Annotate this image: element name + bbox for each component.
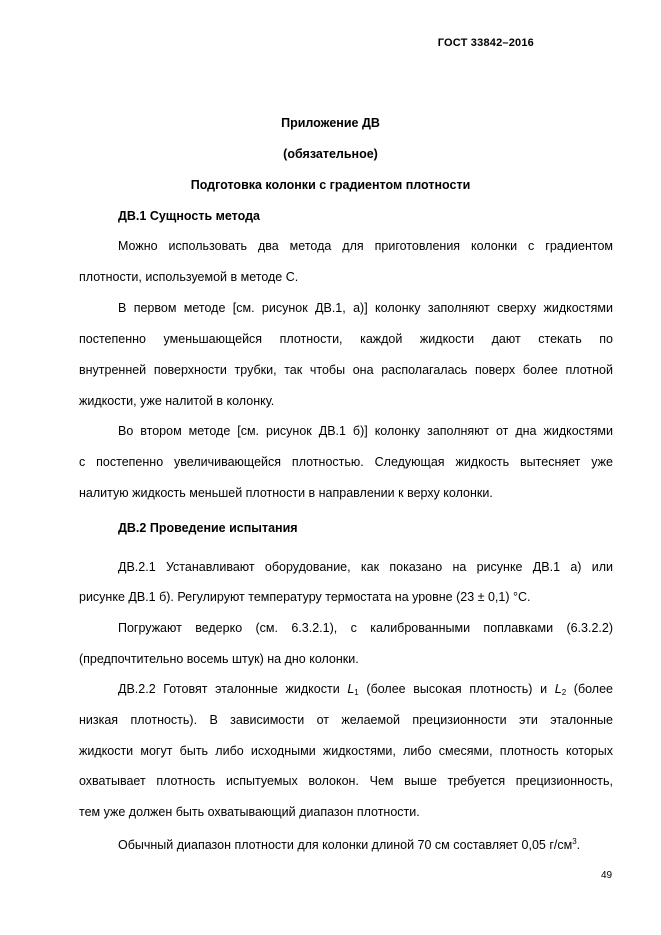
text-fragment: Обычный диапазон плотности для колонки длиной 70 см составляет 0,05 г/см	[118, 838, 573, 852]
text-line: ДВ.2.1 Устанавливают оборудование, как показано на рисунке ДВ.1 а) или	[118, 560, 613, 574]
text-line: охватывает плотность испытуемых волокон. Чем выше требуется прецизионность,	[79, 774, 613, 788]
text-fragment: (более	[566, 682, 613, 696]
subscript: 1	[354, 688, 359, 697]
annex-subject: Подготовка колонки с градиентом плотности	[190, 178, 471, 192]
section-heading-dv2: ДВ.2 Проведение испытания	[118, 521, 298, 535]
subscript: 2	[561, 688, 567, 697]
variable-l2: L	[554, 682, 562, 696]
text-fragment: (более высокая плотность) и	[358, 682, 555, 696]
text-line: (предпочтительно восемь штук) на дно колонки.	[79, 652, 359, 666]
text-line: жидкости, уже налитой в колонку.	[79, 394, 275, 408]
superscript: 3	[572, 837, 577, 846]
text-line: внутренней поверхности трубки, так чтобы она располагалась поверх более плотной	[79, 363, 613, 377]
variable-l1: L	[347, 682, 355, 696]
text-line: Погружают ведерко (см. 6.3.2.1), с калиброванными поплавками (6.3.2.2)	[118, 621, 613, 635]
text-line: тем уже должен быть охватывающий диапазон плотности.	[79, 805, 420, 819]
text-line: Можно использовать два метода для приготовления колонки с градиентом	[118, 239, 613, 253]
text-line: постепенно уменьшающейся плотности, каждой жидкости дают стекать по	[79, 332, 613, 346]
document-code: ГОСТ 33842–2016	[437, 37, 534, 49]
text-line-with-variables	[118, 681, 613, 701]
text-line: низкая плотность). В зависимости от желаемой прецизионности эти эталонные	[79, 713, 613, 727]
text-line: с постепенно увеличивающейся плотностью. Следующая жидкость вытесняет уже	[79, 455, 613, 469]
annex-status: (обязательное)	[283, 147, 378, 161]
annex-title: Приложение ДВ	[281, 116, 380, 130]
text-line: налитую жидкость меньшей плотности в направлении к верху колонки.	[79, 486, 493, 500]
text-line: плотности, используемой в методе С.	[79, 270, 299, 284]
text-line: Во втором методе [см. рисунок ДВ.1 б)] колонку заполняют от дна жидкостями	[118, 424, 613, 438]
section-heading-dv1: ДВ.1 Сущность метода	[118, 209, 260, 223]
text-line: жидкости могут быть либо исходными жидкостями, либо смесями, плотность которых	[79, 744, 613, 758]
text-fragment: .	[576, 838, 581, 852]
text-line: В первом методе [см. рисунок ДВ.1, а)] колонку заполняют сверху жидкостями	[118, 301, 613, 315]
text-line-with-unit	[118, 834, 613, 853]
text-fragment: ДВ.2.2 Готовят эталонные жидкости	[118, 682, 348, 696]
page-number: 49	[601, 870, 613, 881]
text-line: рисунке ДВ.1 б). Регулируют температуру термостата на уровне (23 ± 0,1) °С.	[79, 590, 531, 604]
